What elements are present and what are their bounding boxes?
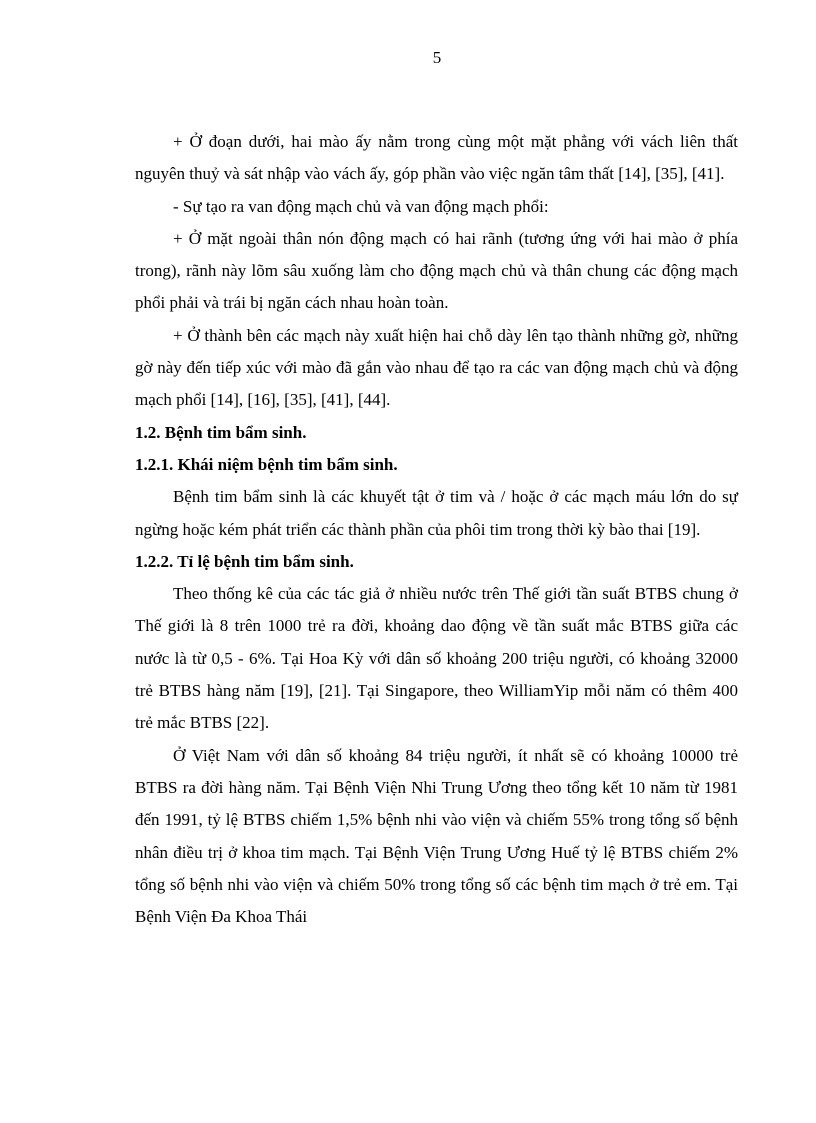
- paragraph-definition: Bệnh tim bẩm sinh là các khuyết tật ở tim và / hoặc ở các mạch máu lớn do sự ngừng hoặc kém phát triển các thành phần của phôi tim trong thời kỳ bào thai [19].: [135, 487, 738, 539]
- section-heading-1-2-2: 1.2.2. Tỉ lệ bệnh tim bẩm sinh.: [135, 551, 354, 571]
- document-body: [135, 126, 738, 933]
- paragraph-thickenings: + Ở thành bên các mạch này xuất hiện hai chỗ dày lên tạo thành những gờ, những gờ này đến tiếp xúc với mào đã gắn vào nhau để tạo ra các van động mạch chủ và động mạch phổi [14], [16], [35], [41], [44].: [135, 325, 738, 410]
- section-heading-1-2: 1.2. Bệnh tim bẩm sinh.: [135, 422, 307, 442]
- paragraph-world-statistics: Theo thống kê của các tác giả ở nhiều nước trên Thế giới tần suất BTBS chung ở Thế giới là 8 trên 1000 trẻ ra đời, khoảng dao động về tần suất mắc BTBS giữa các nước là từ 0,5 - 6%. Tại Hoa Kỳ với dân số khoảng 200 triệu người, có khoảng 32000 trẻ BTBS hàng năm [19], [21]. Tại Singapore, theo WilliamYip mỗi năm có thêm 400 trẻ mắc BTBS [22].: [135, 584, 738, 733]
- paragraph-vietnam-statistics: Ở Việt Nam với dân số khoảng 84 triệu người, ít nhất sẽ có khoảng 10000 trẻ BTBS ra đời hàng năm. Tại Bệnh Viện Nhi Trung Ương theo tổng kết 10 năm từ 1981 đến 1991, tỷ lệ BTBS chiếm 1,5% bệnh nhi vào viện và chiếm 55% trong tổng số bệnh nhân điều trị ở khoa tim mạch. Tại Bệnh Viện Trung Ương Huế tỷ lệ BTBS chiếm 2% tổng số bệnh nhi vào viện và chiếm 50% trong tổng số các bệnh tim mạch ở trẻ em. Tại Bệnh Viện Đa Khoa Thái: [135, 745, 738, 927]
- page-number: 5: [432, 48, 442, 67]
- paragraph-valve-formation: - Sự tạo ra van động mạch chủ và van động mạch phổi:: [173, 196, 549, 216]
- paragraph-lower-ridges: + Ở đoạn dưới, hai mào ấy nằm trong cùng một mặt phẳng với vách liên thất nguyên thuỷ và sát nhập vào vách ấy, góp phần vào việc ngăn tâm thất [14], [35], [41].: [135, 132, 738, 184]
- paragraph-outer-grooves: + Ở mặt ngoài thân nón động mạch có hai rãnh (tương ứng với hai mào ở phía trong), rãnh này lõm sâu xuống làm cho động mạch chủ và thân chung các động mạch phổi phải và trái bị ngăn cách nhau hoàn toàn.: [135, 228, 738, 313]
- section-heading-1-2-1: 1.2.1. Khái niệm bệnh tim bẩm sinh.: [135, 454, 398, 474]
